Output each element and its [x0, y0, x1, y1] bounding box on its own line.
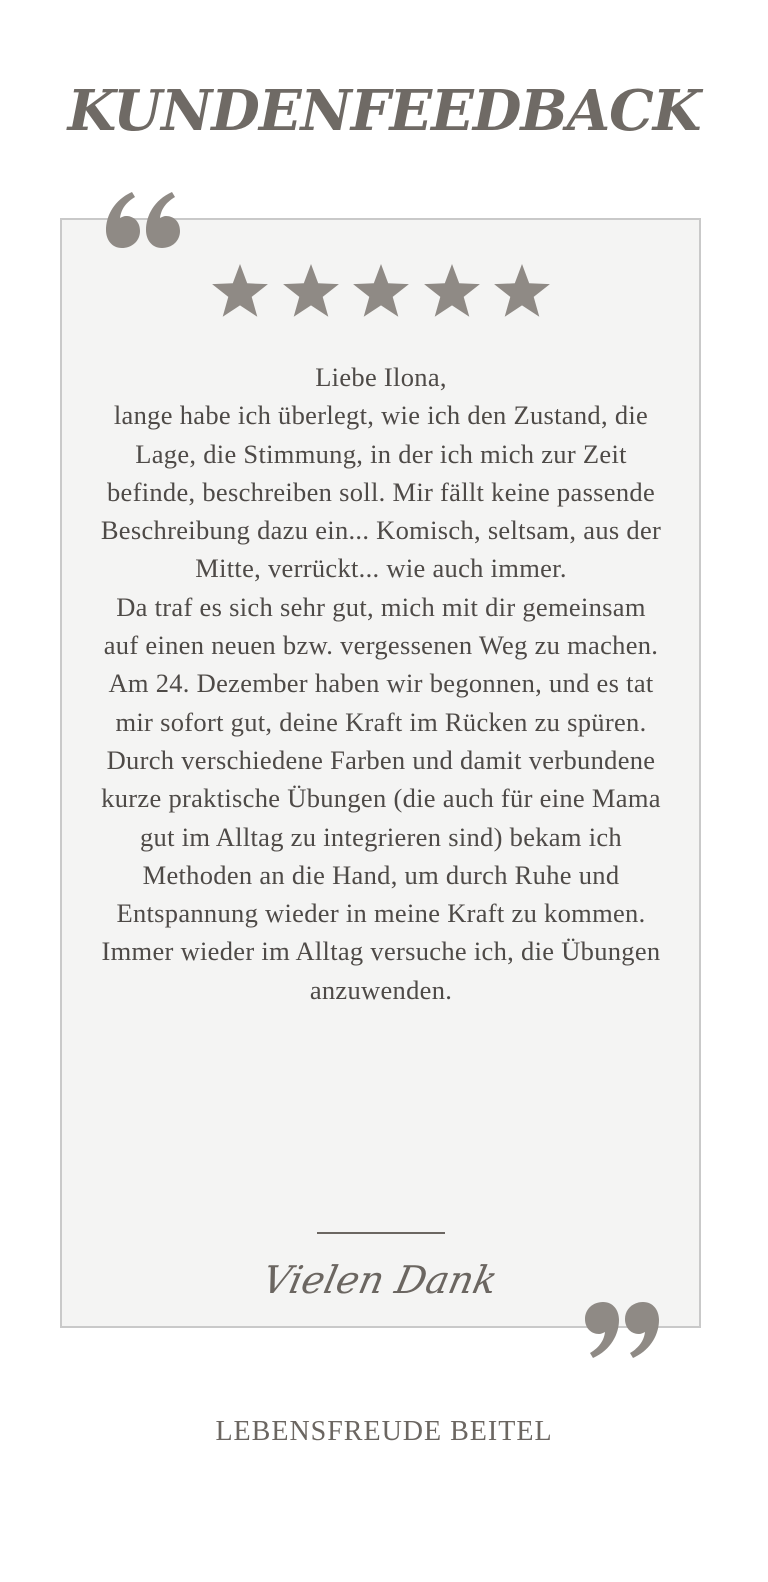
quote-close-icon [585, 1302, 659, 1360]
quote-open-icon [106, 190, 180, 248]
review-paragraph: lange habe ich überlegt, wie ich den Zustand, die Lage, die Stimmung, in der ich mich zur Zeit befinde, beschreiben soll. Mir fällt keine passende Beschreibung dazu ein... Komisch, seltsam, aus der Mitte, verrückt... wie auch immer. [100, 400, 662, 584]
brand-name: LEBENSFREUDE BEITEL [215, 1416, 553, 1447]
star-icon [210, 262, 270, 322]
review-paragraph: Am 24. Dezember haben wir begonnen, und es tat mir sofort gut, deine Kraft im Rücken zu spüren. Durch verschiedene Farben und damit verbundene kurze praktische Übungen (die auch für eine Mama gut im Alltag zu integrieren sind) bekam ich Methoden an die Hand, um durch Ruhe und Entspannung wieder in meine Kraft zu kommen. [101, 668, 661, 929]
star-icon [422, 262, 482, 322]
review-paragraph: Immer wieder im Alltag versuche ich, die Übungen anzuwenden. [101, 936, 661, 1005]
star-rating [210, 262, 552, 322]
page-title: KUNDENFEEDBACK [67, 78, 701, 144]
review-greeting: Liebe Ilona, [315, 362, 447, 392]
star-icon [351, 262, 411, 322]
divider [317, 1232, 445, 1234]
star-icon [281, 262, 341, 322]
star-icon [492, 262, 552, 322]
review-text [100, 358, 662, 1009]
signature: Vielen Dank [258, 1258, 502, 1302]
review-paragraph: Da traf es sich sehr gut, mich mit dir gemeinsam auf einen neuen bzw. vergessenen Weg zu machen. [103, 591, 659, 661]
